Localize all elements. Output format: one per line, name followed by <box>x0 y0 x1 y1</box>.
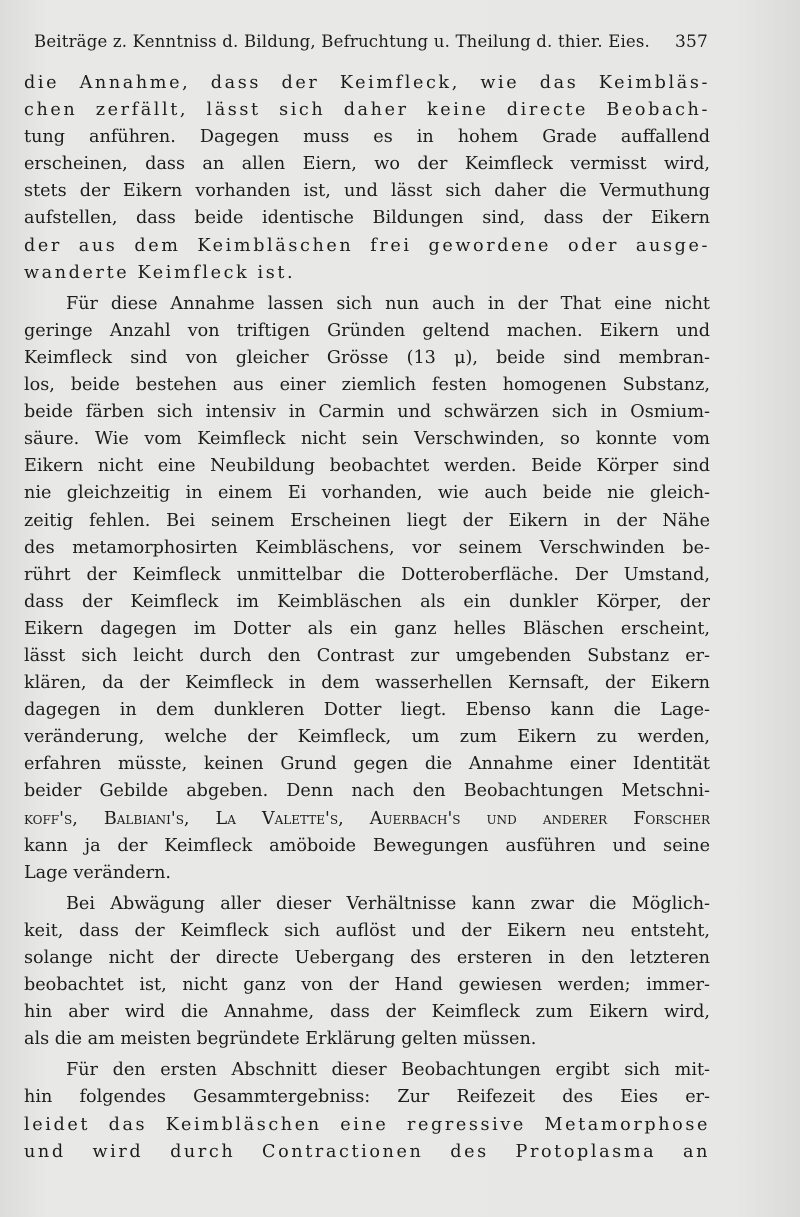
page-number: 357 <box>674 32 708 52</box>
text-line: des metamorphosirten Keimbläschens, vor seinem Verschwinden be- <box>24 537 710 558</box>
text-line: beobachtet ist, nicht ganz von der Hand gewiesen werden; immer- <box>24 975 710 996</box>
text-line: hin aber wird die Annahme, dass der Keimfleck zum Eikern wird, <box>24 1002 710 1023</box>
text-line: beider Gebilde abgeben. Denn nach den Beobachtungen Metschni- <box>24 781 710 802</box>
paragraph <box>24 891 710 1054</box>
text-line: leidet das Keimbläschen eine regressive Metamorphose <box>24 1114 710 1135</box>
text-line: Eikern dagegen im Dotter als ein ganz helles Bläschen erscheint, <box>24 618 710 639</box>
text-line: dagegen in dem dunkleren Dotter liegt. Ebenso kann die Lage- <box>24 700 710 721</box>
text-line: beide färben sich intensiv in Carmin und schwärzen sich in Osmium- <box>24 402 710 423</box>
text-line: Für den ersten Abschnitt dieser Beobachtungen ergibt sich mit- <box>66 1060 710 1081</box>
text-line: als die am meisten begründete Erklärung gelten müssen. <box>24 1029 537 1050</box>
text-line: tung anführen. Dagegen muss es in hohem Grade auffallend <box>24 127 710 148</box>
body-text <box>24 70 710 1166</box>
paragraph <box>24 70 710 287</box>
text-line: Lage verändern. <box>24 862 172 883</box>
paragraph <box>24 291 710 887</box>
text-line: wanderte Keimfleck ist. <box>24 262 296 283</box>
running-title: Beiträge z. Kenntniss d. Bildung, Befruchtung u. Theilung d. thier. Eies. <box>34 32 651 51</box>
text-line: los, beide bestehen aus einer ziemlich festen homogenen Substanz, <box>24 375 710 396</box>
paragraph <box>24 1057 710 1165</box>
text-line: Bei Abwägung aller dieser Verhältnisse kann zwar die Möglich- <box>66 893 710 914</box>
text-line: Eikern nicht eine Neubildung beobachtet werden. Beide Körper sind <box>24 456 710 477</box>
text-line: dass der Keimfleck im Keimbläschen als ein dunkler Körper, der <box>24 591 710 612</box>
text-line: Keimfleck sind von gleicher Grösse (13 μ), beide sind membran- <box>24 347 710 368</box>
text-line: hin folgendes Gesammtergebniss: Zur Reifezeit des Eies er- <box>24 1087 710 1108</box>
text-line: zeitig fehlen. Bei seinem Erscheinen liegt der Eikern in der Nähe <box>24 510 710 531</box>
text-line: und wird durch Contractionen des Protoplasma an <box>24 1141 710 1162</box>
text-line: der aus dem Keimbläschen frei gewordene oder ausge- <box>24 235 710 256</box>
text-line: lässt sich leicht durch den Contrast zur umgebenden Substanz er- <box>24 645 710 666</box>
text-line: klären, da der Keimfleck in dem wasserhellen Kernsaft, der Eikern <box>24 673 710 694</box>
text-line: solange nicht der directe Uebergang des ersteren in den letzteren <box>24 948 710 968</box>
text-line: die Annahme, dass der Keimfleck, wie das Keimbläs- <box>24 73 710 93</box>
text-line: geringe Anzahl von triftigen Gründen geltend machen. Eikern und <box>24 320 710 341</box>
text-line: säure. Wie vom Keimfleck nicht sein Verschwinden, so konnte vom <box>24 429 710 450</box>
text-line: stets der Eikern vorhanden ist, und lässt sich daher die Vermuthung <box>24 181 710 202</box>
text-line: Für diese Annahme lassen sich nun auch in der That eine nicht <box>66 293 710 314</box>
text-line: keit, dass der Keimfleck sich auflöst und der Eikern neu entsteht, <box>24 920 710 941</box>
text-line: erscheinen, dass an allen Eiern, wo der Keimfleck vermisst wird, <box>24 154 710 175</box>
text-line: nie gleichzeitig in einem Ei vorhanden, wie auch beide nie gleich- <box>24 483 710 504</box>
text-line: chen zerfällt, lässt sich daher keine directe Beobach- <box>24 100 710 121</box>
running-header <box>24 32 710 52</box>
text-line: aufstellen, dass beide identische Bildungen sind, dass der Eikern <box>24 208 710 229</box>
text-line: koff's, Balbiani's, La Valette's, Auerbach's und anderer Forscher <box>24 808 710 829</box>
text-line: rührt der Keimfleck unmittelbar die Dotteroberfläche. Der Umstand, <box>24 564 710 585</box>
text-line: veränderung, welche der Keimfleck, um zum Eikern zu werden, <box>24 727 710 748</box>
text-line: kann ja der Keimfleck amöboide Bewegungen ausführen und seine <box>24 835 710 856</box>
text-line: erfahren müsste, keinen Grund gegen die Annahme einer Identität <box>24 754 710 775</box>
